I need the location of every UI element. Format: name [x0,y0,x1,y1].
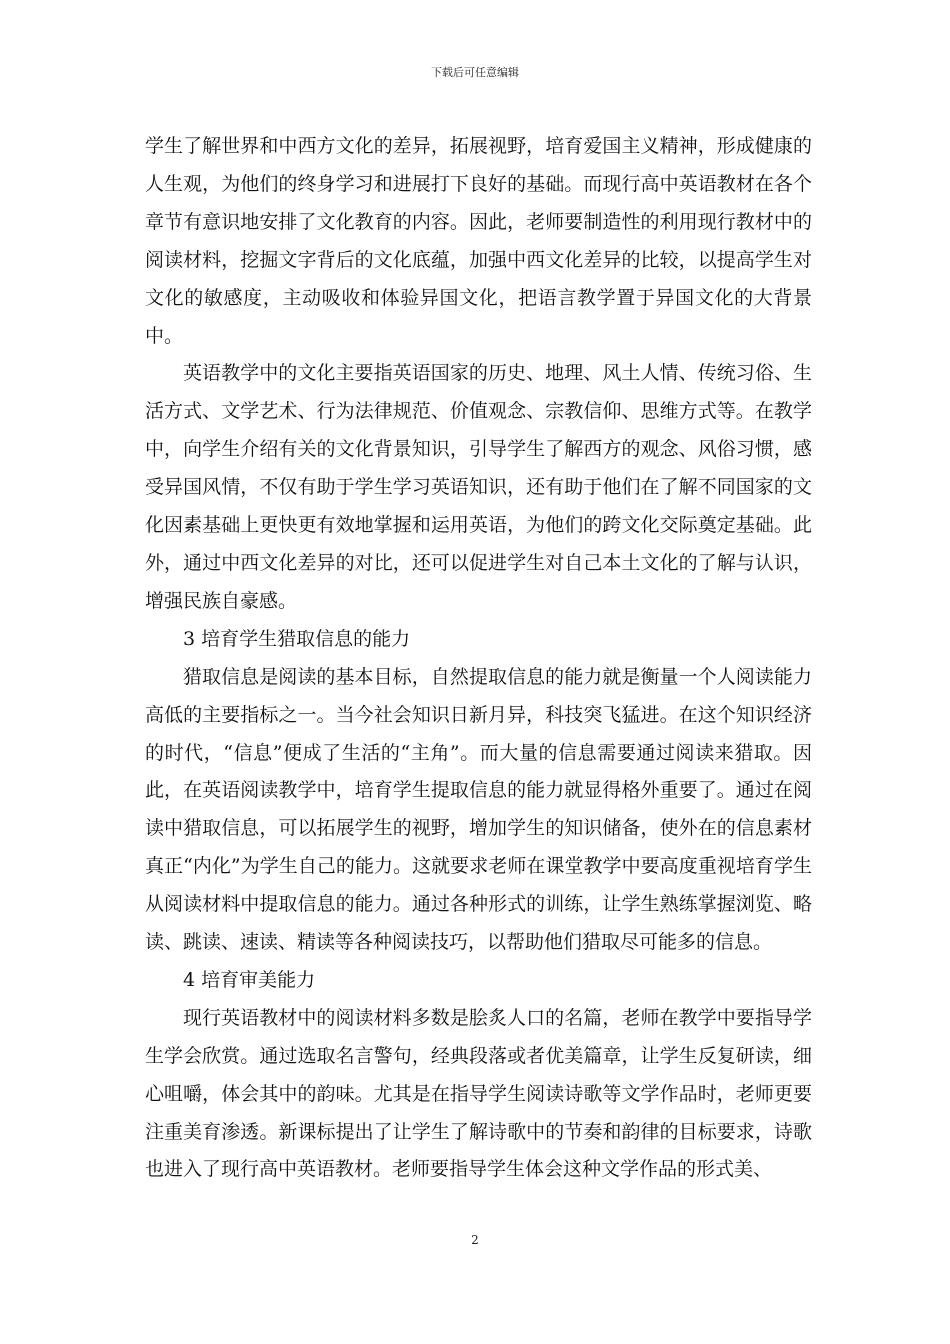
section-heading-4: 4 培育审美能力 [183,968,316,991]
paragraph-4: 现行英语教材中的阅读材料多数是脍炙人口的名篇，老师在教学中要指导学生学会欣赏。通过选取名言警句，经典段落或者优美篇章，让学生反复研读，细心咀嚼，体会其中的韵味。尤其是在指导学生阅读诗歌等文学作品时，老师更要注重美育渗透。新课标提出了让学生了解诗歌中的节奏和韵律的目标要求，诗歌也进入了现行高中英语教材。老师要指导学生体会这种文学作品的形式美、 [145,1006,812,1181]
paragraph-1: 学生了解世界和中西方文化的差异，拓展视野，培育爱国主义精神，形成健康的人生观，为他们的终身学习和进展打下良好的基础。而现行高中英语教材在各个章节有意识地安排了文化教育的内容。因此，老师要制造性的利用现行教材中的阅读材料，挖掘文字背后的文化底蕴，加强中西文化差异的比较，以提高学生对文化的敏感度，主动吸收和体验异国文化，把语言教学置于异国文化的大背景中。 [145,135,812,347]
page-number: 2 [471,1233,479,1247]
document-body [145,128,812,1189]
paragraph-3: 猎取信息是阅读的基本目标，自然提取信息的能力就是衡量一个人阅读能力高低的主要指标之一。当今社会知识日新月异，科技突飞猛进。在这个知识经济的时代，“信息”便成了生活的“主角”。而大量的信息需要通过阅读来猎取。因此，在英语阅读教学中，培育学生提取信息的能力就显得格外重要了。通过在阅读中猎取信息，可以拓展学生的视野，增加学生的知识储备，使外在的信息素材真正“内化”为学生自己的能力。这就要求老师在课堂教学中要高度重视培育学生从阅读材料中提取信息的能力。通过各种形式的训练，让学生熟练掌握浏览、略读、跳读、速读、精读等各种阅读技巧，以帮助他们猎取尽可能多的信息。 [145,665,812,954]
page-header: 下载后可任意编辑 [431,66,519,79]
section-heading-3: 3 培育学生猎取信息的能力 [183,627,411,650]
paragraph-2: 英语教学中的文化主要指英语国家的历史、地理、风土人情、传统习俗、生活方式、文学艺术、行为法律规范、价值观念、宗教信仰、思维方式等。在教学中，向学生介绍有关的文化背景知识，引导学生了解西方的观念、风俗习惯，感受异国风情，不仅有助于学生学习英语知识，还有助于他们在了解不同国家的文化因素基础上更快更有效地掌握和运用英语，为他们的跨文化交际奠定基础。此外，通过中西文化差异的对比，还可以促进学生对自己本土文化的了解与认识，增强民族自豪感。 [145,362,812,612]
